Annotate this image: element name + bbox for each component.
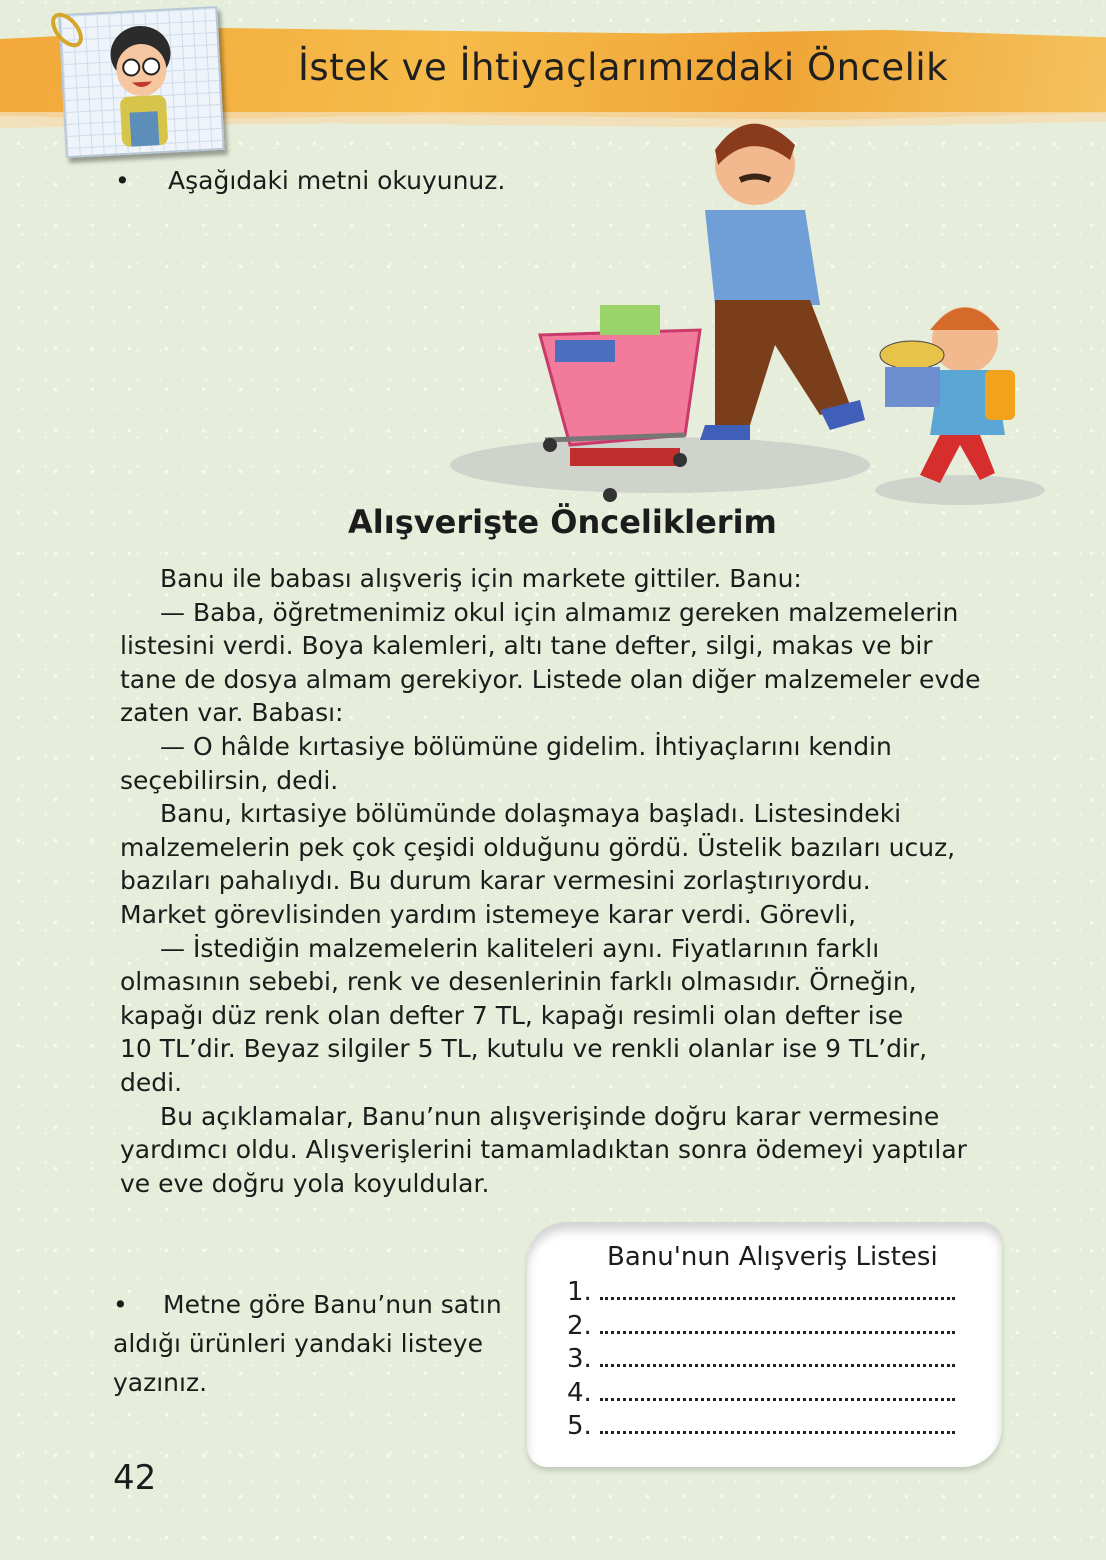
story-line: — İstediğin malzemelerin kaliteleri aynı. Fiyatlarının farklı	[160, 933, 880, 963]
paperclip-icon	[42, 8, 92, 58]
story-line: tane de dosya almam gerekiyor. Listede olan diğer malzemeler evde	[120, 664, 981, 694]
list-number: 3.	[567, 1344, 592, 1374]
story-line: ve eve doğru yola koyuldular.	[120, 1168, 490, 1198]
list-number: 2.	[567, 1311, 592, 1341]
instruction-line: aldığı ürünleri yandaki listeye	[113, 1329, 483, 1358]
list-number: 5.	[567, 1411, 592, 1441]
story-line: 10 TL’dir. Beyaz silgiler 5 TL, kutulu ve renkli olanlar ise 9 TL’dir,	[120, 1034, 928, 1064]
list-number: 1.	[567, 1277, 592, 1307]
blank-line[interactable]	[600, 1346, 955, 1367]
instruction-line: Metne göre Banu’nun satın	[163, 1290, 502, 1319]
shopping-family-illustration	[450, 105, 1050, 505]
page-number: 42	[113, 1458, 157, 1498]
bullet: •	[113, 1290, 128, 1319]
story-line: Banu, kırtasiye bölümünde dolaşmaya başladı. Listesindeki	[160, 799, 902, 829]
story-line: bazıları pahalıydı. Bu durum karar vermesini zorlaştırıyordu.	[120, 866, 871, 896]
instruction-line: yazınız.	[113, 1368, 208, 1397]
list-entry[interactable]	[567, 1277, 955, 1307]
list-entry[interactable]	[567, 1378, 955, 1408]
instruction-read-text: Aşağıdaki metni okuyunuz.	[168, 166, 506, 195]
list-entry[interactable]	[567, 1311, 955, 1341]
story-line: dedi.	[120, 1068, 183, 1097]
shopping-list-card	[527, 1222, 1002, 1467]
story-line: yardımcı oldu. Alışverişlerini tamamladıktan sonra ödemeyi yaptılar	[120, 1135, 967, 1165]
shopping-list-title: Banu'nun Alışveriş Listesi	[607, 1242, 938, 1272]
story-line: listesini verdi. Boya kalemleri, altı tane defter, silgi, makas ve bir	[120, 631, 933, 661]
story-line: seçebilirsin, dedi.	[120, 765, 339, 795]
story-line: kapağı düz renk olan defter 7 TL, kapağı resimli olan defter ise	[120, 1000, 904, 1030]
story-line: Bu açıklamalar, Banu’nun alışverişinde doğru karar vermesine	[160, 1101, 940, 1131]
blank-line[interactable]	[600, 1313, 955, 1334]
story-line: — O hâlde kırtasiye bölümüne gidelim. İhtiyaçlarını kendin	[160, 732, 892, 761]
list-number: 4.	[567, 1378, 592, 1408]
blank-line[interactable]	[600, 1413, 955, 1434]
story-line: Market görevlisinden yardım istemeye karar verdi. Görevli,	[120, 900, 857, 929]
bullet: •	[115, 166, 130, 195]
story-line: olmasının sebebi, renk ve desenlerinin farklı olmasıdır. Örneğin,	[120, 967, 917, 997]
blank-line[interactable]	[600, 1380, 955, 1401]
story-line: malzemelerin pek çok çeşidi olduğunu gördü. Üstelik bazıları ucuz,	[120, 832, 956, 862]
blank-line[interactable]	[600, 1279, 955, 1300]
story-line: Banu ile babası alışveriş için markete gittiler. Banu:	[160, 564, 802, 593]
story-line: zaten var. Babası:	[120, 698, 344, 728]
story-title: Alışverişte Önceliklerim	[348, 503, 777, 541]
list-entry[interactable]	[567, 1411, 955, 1441]
story-line: — Baba, öğretmenimiz okul için almamız gereken malzemelerin	[160, 597, 959, 627]
list-entry[interactable]	[567, 1344, 955, 1374]
page-title: İstek ve İhtiyaçlarımızdaki Öncelik	[298, 46, 949, 89]
